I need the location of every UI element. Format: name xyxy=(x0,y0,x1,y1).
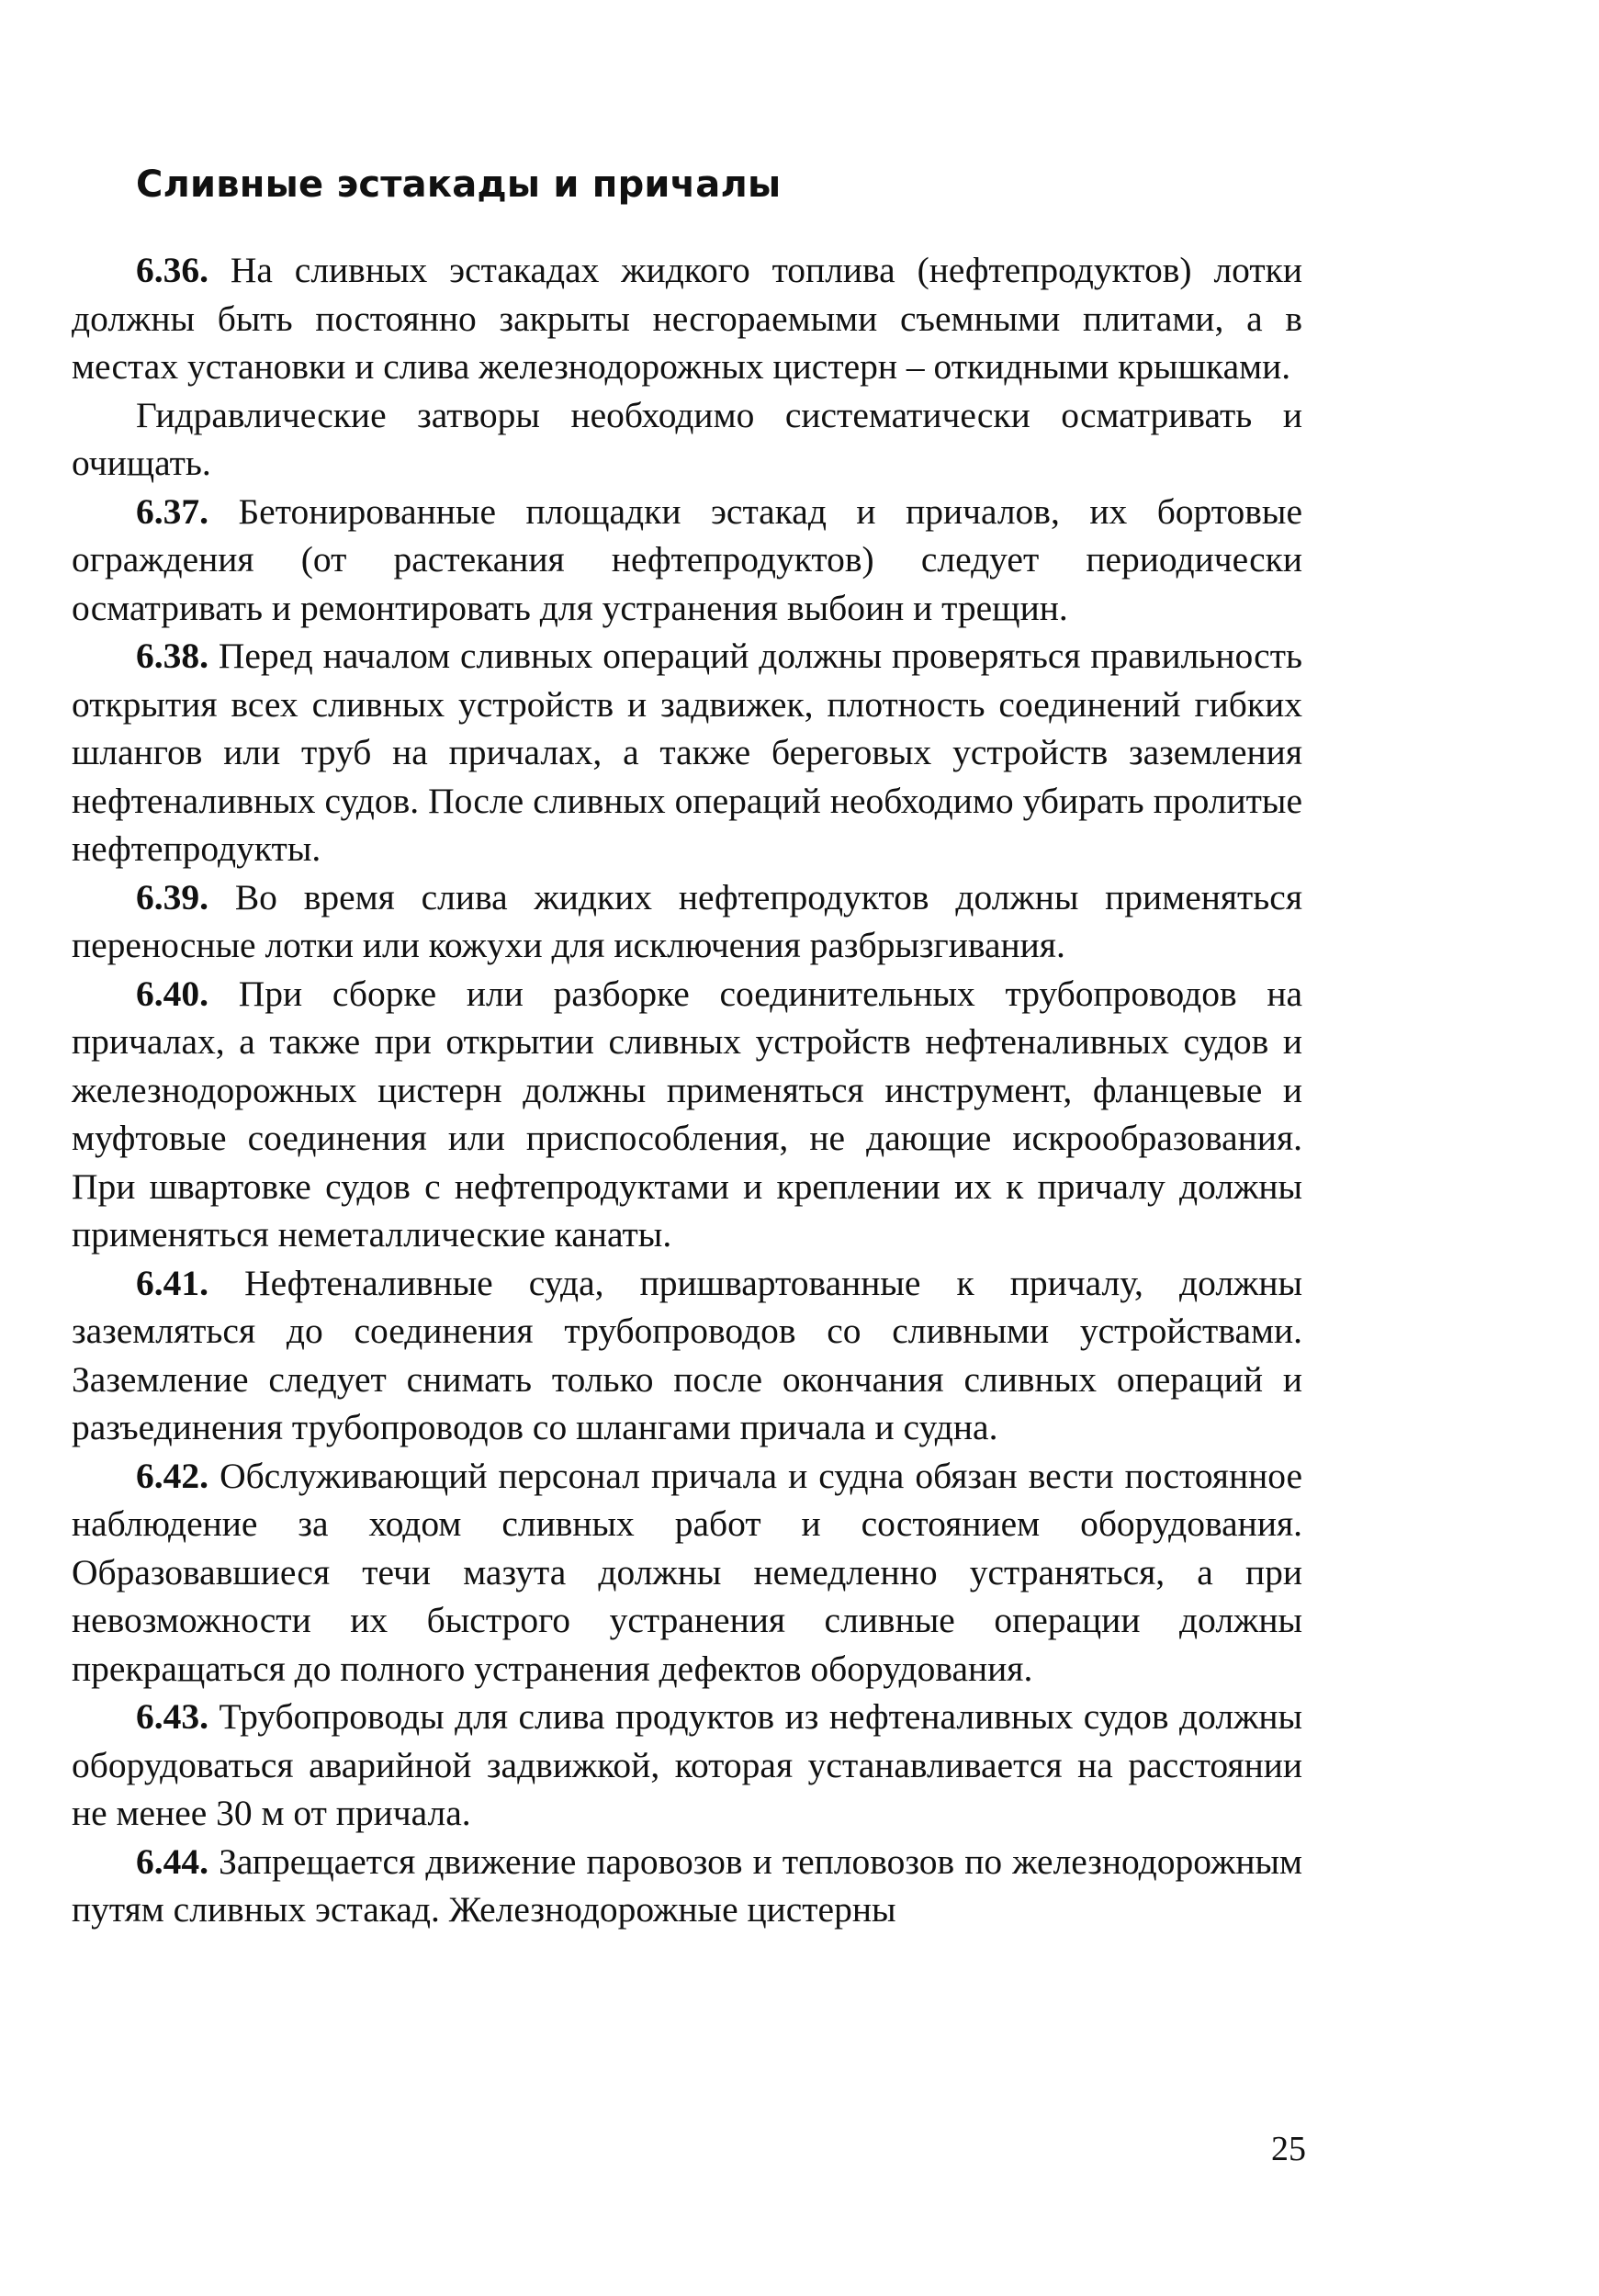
paragraph-number: 6.40. xyxy=(136,973,208,1014)
paragraph-text: Нефтеналивные суда, пришвартованные к причалу, должны заземляться до соединения трубопроводов со сливными устройствами. Заземление следует снимать только после окончания сливных операций и разъединения трубопроводов со шлангами причала и судна. xyxy=(72,1262,1302,1447)
page-number: 25 xyxy=(1271,2130,1306,2168)
paragraph-text: Гидравлические затворы необходимо систематически осматривать и очищать. xyxy=(72,394,1302,483)
paragraph-text: Обслуживающий персонал причала и судна обязан вести постоянное наблюдение за ходом сливных работ и состоянием оборудования. Образовавшиеся течи мазута должны немедленно устраняться, а при невозможности их быстрого устранения сливные операции должны прекращаться до полного устранения дефектов оборудования. xyxy=(72,1455,1303,1689)
paragraph-6-36 xyxy=(72,246,1302,391)
paragraph-number: 6.44. xyxy=(136,1840,208,1882)
paragraph-number: 6.41. xyxy=(136,1262,208,1303)
section-title: Сливные эстакады и причалы xyxy=(136,163,782,206)
paragraph-text: Перед началом сливных операций должны проверяться правильность открытия всех сливных устройств и задвижек, плотность соединений гибких шлангов или труб на причалах, а также береговых устройств заземления нефтеналивных судов. После сливных операций необходимо убирать пролитые нефтепродукты. xyxy=(72,636,1302,869)
paragraph-text: Запрещается движение паровозов и тепловозов по железнодорожным путям сливных эстакад. Железнодорожные цистерны xyxy=(72,1840,1302,1930)
paragraph-6-36-continued xyxy=(72,391,1302,488)
paragraph-6-42 xyxy=(72,1452,1302,1694)
paragraph-number: 6.36. xyxy=(136,250,208,290)
paragraph-number: 6.43. xyxy=(136,1696,208,1737)
paragraph-text: На сливных эстакадах жидкого топлива (нефтепродуктов) лотки должны быть постоянно закрыты несгораемыми съемными плитами, а в местах установки и слива железнодорожных цистерн – откидными крышками. xyxy=(72,250,1302,387)
paragraph-number: 6.37. xyxy=(136,490,208,532)
paragraph-number: 6.38. xyxy=(136,636,208,676)
paragraph-text: Бетонированные площадки эстакад и причалов, их бортовые ограждения (от растекания нефтепродуктов) следует периодически осматривать и ремонтировать для устранения выбоин и трещин. xyxy=(72,490,1302,628)
paragraph-6-38 xyxy=(72,632,1302,873)
paragraph-6-43 xyxy=(72,1693,1302,1838)
paragraph-6-40 xyxy=(72,970,1302,1259)
paragraph-text: Во время слива жидких нефтепродуктов должны применяться переносные лотки или кожухи для исключения разбрызгивания. xyxy=(72,876,1303,965)
paragraph-number: 6.42. xyxy=(136,1455,208,1496)
paragraph-6-39 xyxy=(72,873,1302,970)
paragraph-text: Трубопроводы для слива продуктов из нефтеналивных судов должны оборудоваться аварийной задвижкой, которая устанавливается на расстоянии не менее 30 м от причала. xyxy=(72,1696,1302,1833)
paragraph-text: При сборке или разборке соединительных трубопроводов на причалах, а также при открытии сливных устройств нефтеналивных судов и железнодорожных цистерн должны применяться инструмент, фланцевые и муфтовые соединения или приспособления, не дающие искрообразования. При швартовке судов с нефтепродуктами и креплении их к причалу должны применяться неметаллические канаты. xyxy=(72,973,1303,1255)
paragraph-number: 6.39. xyxy=(136,876,208,917)
body-text xyxy=(72,246,1302,1934)
paragraph-6-41 xyxy=(72,1259,1302,1452)
paragraph-6-44 xyxy=(72,1838,1302,1934)
paragraph-6-37 xyxy=(72,488,1302,633)
